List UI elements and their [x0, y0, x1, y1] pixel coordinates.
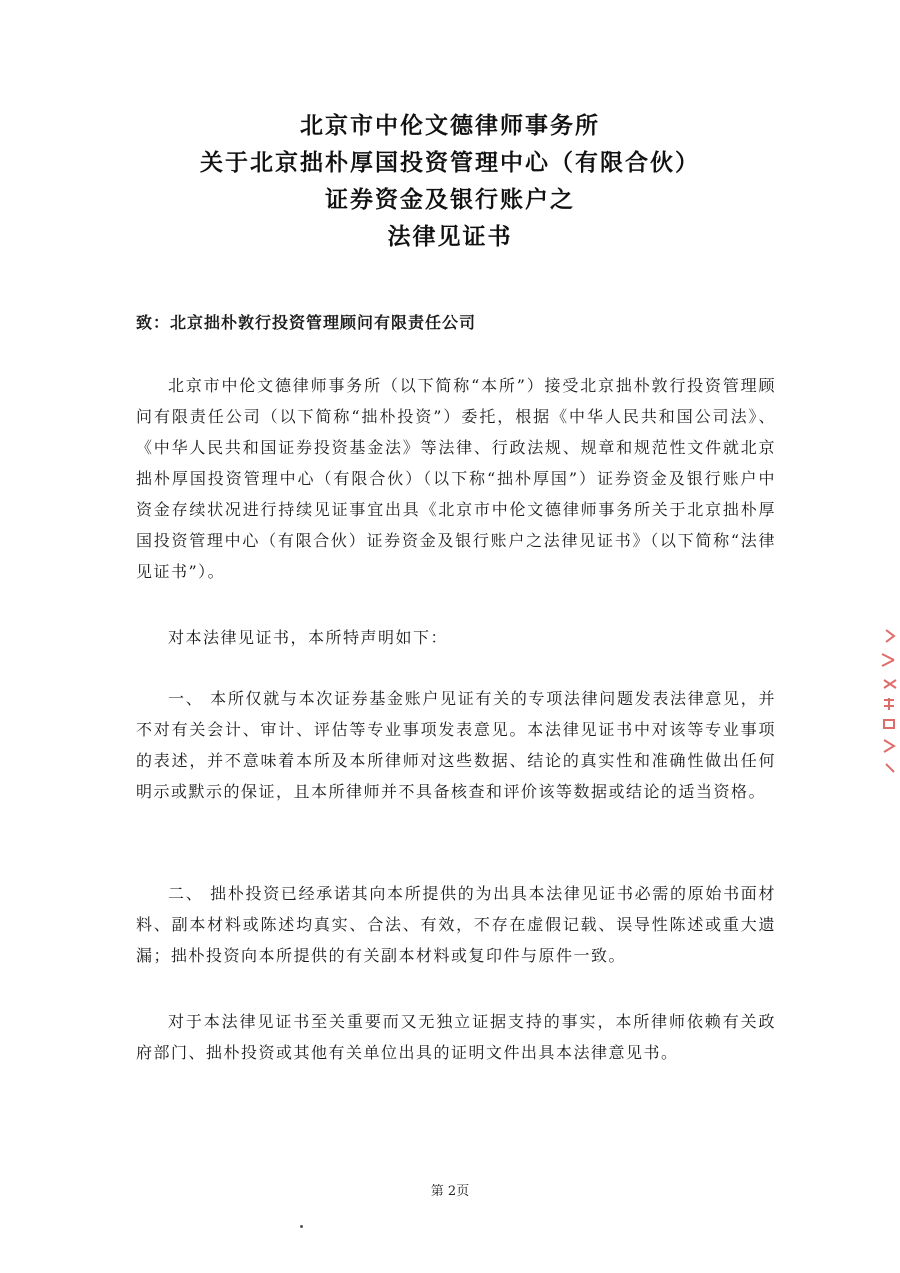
title-line-3: 证券资金及银行账户之	[325, 187, 575, 213]
scan-dot	[300, 1225, 303, 1228]
paragraph-text: 二、 拙朴投资已经承诺其向本所提供的为出具本法律见证书必需的原始书面材料、副本材料或陈述均真实、合法、有效，不存在虚假记载、误导性陈述或重大遗漏；拙朴投资向本所提供的有关副本材料或复印件与原件一致。	[136, 884, 776, 965]
title-line-4: 法律见证书	[387, 224, 513, 250]
document-title	[0, 108, 900, 256]
title-line-2: 关于北京拙朴厚国投资管理中心（有限合伙）	[200, 150, 700, 176]
paragraph-text: 对本法律见证书，本所特声明如下：	[168, 628, 449, 647]
body-paragraph-2	[136, 622, 776, 653]
paragraph-text: 对于本法律见证书至关重要而又无独立证据支持的事实，本所律师依赖有关政府部门、拙朴投资或其他有关单位出具的证明文件出具本法律意见书。	[136, 1012, 776, 1062]
body-paragraph-5	[136, 1006, 776, 1068]
body-paragraph-4	[136, 878, 776, 971]
seal-stamp-icon	[872, 622, 900, 782]
paragraph-text: 北京市中伦文德律师事务所（以下简称“本所”）接受北京拙朴敦行投资管理顾问有限责任公司（以下简称“拙朴投资”）委托，根据《中华人民共和国公司法》、《中华人民共和国证券投资基金法》等法律、行政法规、规章和规范性文件就北京拙朴厚国投资管理中心（有限合伙）（以下称“拙朴厚国”）证券资金及银行账户中资金存续状况进行持续见证事宜出具《北京市中伦文德律师事务所关于北京拙朴厚国投资管理中心（有限合伙）证券资金及银行账户之法律见证书》（以下简称“法律见证书”）。	[136, 376, 776, 581]
body-paragraph-3	[136, 683, 776, 807]
paragraph-text: 一、 本所仅就与本次证券基金账户见证有关的专项法律问题发表法律意见，并不对有关会计、审计、评估等专业事项发表意见。本法律见证书中对该等专业事项的表述，并不意味着本所及本所律师对这些数据、结论的真实性和准确性做出任何明示或默示的保证，且本所律师并不具备核查和评价该等数据或结论的适当资格。	[136, 689, 776, 801]
page-number: 第 2页	[430, 1184, 470, 1199]
body-paragraph-1	[136, 370, 776, 587]
addressee: 致：北京拙朴敦行投资管理顾问有限责任公司	[136, 313, 477, 332]
seal-stamp-edge	[872, 622, 900, 782]
title-line-1: 北京市中伦文德律师事务所	[300, 113, 600, 139]
